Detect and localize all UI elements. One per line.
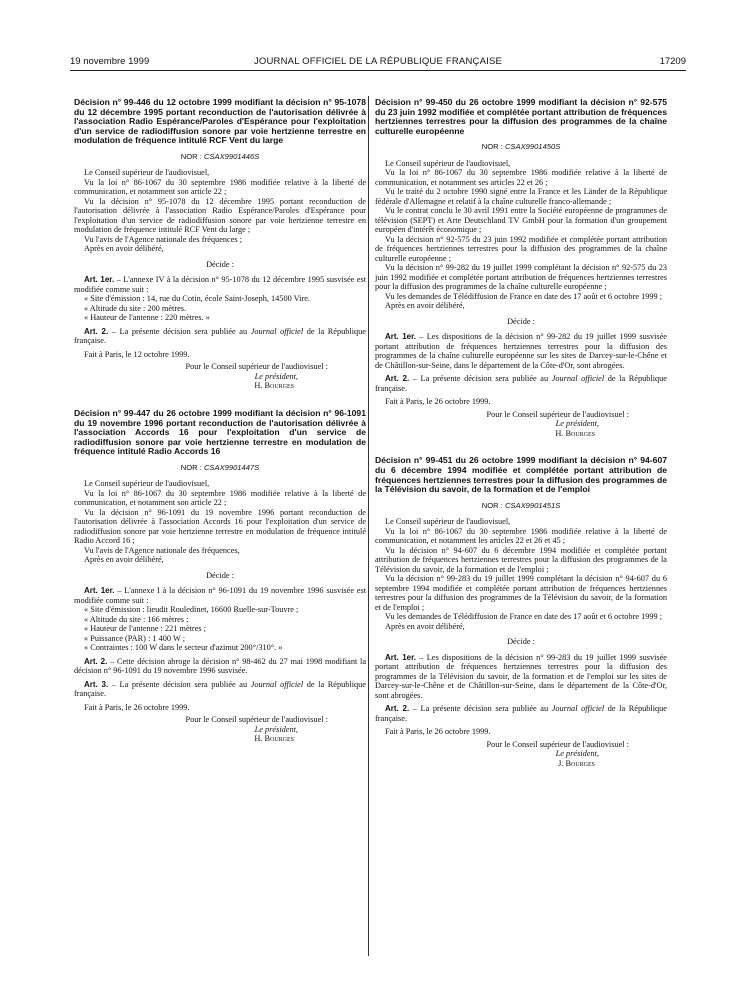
fait-a-paris: Fait à Paris, le 26 octobre 1999. xyxy=(84,702,190,712)
signatory-name: H. Bourges xyxy=(254,734,294,744)
nor-label: NOR : xyxy=(481,500,503,510)
signatory-name: H. Bourges xyxy=(254,381,294,391)
issue-date: 19 novembre 1999 xyxy=(70,56,150,67)
article-label: Art. 2. xyxy=(385,704,410,714)
preamble-line: Vu la décision n° 99-283 du 19 juillet 1999 complétant la décision n° 94-607 du 6 septembre 1994 modifiée et complétée portant attribution de fréquences hertziennes terrestres pour la diffusion des programmes de la Télévision du savoir, de la formation et de l'emploi ; xyxy=(375,574,667,612)
article-label: Art. 2. xyxy=(84,326,109,336)
article-text: – La présente décision sera publiée au xyxy=(409,704,552,714)
article-label: Art. 2. xyxy=(84,656,108,666)
preamble-line: Le Conseil supérieur de l'audiovisuel, xyxy=(385,158,511,168)
preamble-line: Vu la décision n° 94-607 du 6 décembre 1994 modifiée et complétée portant attribution de fréquences hertziennes terrestres pour la diffusion des programmes de la Télévision du savoir, de la formation et de l'emploi ; xyxy=(375,545,667,574)
signatory-title: Le président, xyxy=(555,749,599,759)
signatory-name: H. Bourges xyxy=(555,428,595,438)
nor-reference xyxy=(74,463,366,473)
preamble-line: Après en avoir délibéré, xyxy=(385,621,465,631)
preamble-line: Après en avoir délibéré, xyxy=(385,301,465,311)
decision-99-446 xyxy=(74,98,366,391)
nor-label: NOR : xyxy=(180,151,202,161)
fait-a-paris: Fait à Paris, le 26 octobre 1999. xyxy=(385,397,491,407)
preamble-line: Vu la décision n° 96-1091 du 19 novembre 1996 portant reconduction de l'autorisation délivrée à l'association Accords 16 pour l'exploitation d'un service de radiodiffusion sonore par voie hertzienne terrestre en modulation de fréquence intitulé Radio Accord 16 ; xyxy=(74,507,366,546)
article xyxy=(375,704,667,723)
article xyxy=(74,275,366,294)
quoted-line: « Hauteur de l'antenne : 221 mètres ; xyxy=(84,624,206,634)
nor-reference xyxy=(74,152,366,162)
preamble-line: Vu les demandes de Télédiffusion de France en date des 17 août et 6 octobre 1999 ; xyxy=(385,291,663,301)
article-text: – La présente décision sera publiée au xyxy=(108,679,251,689)
nor-label: NOR : xyxy=(481,142,503,152)
preamble-line: Vu la loi n° 86-1067 du 30 septembre 1986 modifiée relative à la liberté de communication, et notamment son article 22 ; xyxy=(74,177,366,197)
signatory-title: Le président, xyxy=(254,371,298,381)
preamble-line: Vu la loi n° 86-1067 du 30 septembre 1986 modifiée relative à la liberté de communication, et notamment ses articles 22 et 26 ; xyxy=(375,168,667,187)
preamble-line: Après en avoir délibéré, xyxy=(84,244,164,254)
decision-99-451 xyxy=(375,456,667,768)
preamble-line: Le Conseil supérieur de l'audiovisuel, xyxy=(84,168,210,178)
article xyxy=(74,680,366,699)
article-label: Art. 1er. xyxy=(385,652,416,662)
article-text-end: de la République française. xyxy=(375,374,667,393)
article-text: – La présente décision sera publiée au xyxy=(108,326,251,336)
article-label: Art. 2. xyxy=(385,374,410,384)
quoted-line: « Altitude du site : 200 mètres. xyxy=(84,303,187,313)
journal-officiel-ref: Journal officiel xyxy=(250,326,304,336)
decision-title: Décision n° 99-451 du 26 octobre 1999 modifiant la décision n° 94-607 du 6 décembre 1994 modifiée et complétée portant attribution de fréquences hertziennes terrestres pour la diffusion des programmes de la Télévision du savoir, de la formation et de l'emploi xyxy=(375,455,667,495)
preamble-line: Vu le contrat conclu le 30 avril 1991 entre la Société européenne de programmes de télévision (SEPT) et Arte Deutschland TV GmbH pour la formation d'un groupement européen d'intérêt économique ; xyxy=(375,206,667,235)
left-column xyxy=(74,98,366,744)
signatory-line: Pour le Conseil supérieur de l'audiovisuel : xyxy=(185,362,328,372)
quoted-line: « Site d'émission : lieudit Rouledinet, 16600 Ruelle-sur-Touvre ; xyxy=(84,605,299,615)
decide-heading: Décide : xyxy=(507,316,535,326)
preamble-line: Vu l'avis de l'Agence nationale des fréquences ; xyxy=(84,234,242,244)
journal-officiel-ref: Journal officiel xyxy=(250,679,304,689)
decision-title: Décision n° 99-446 du 12 octobre 1999 modifiant la décision n° 95-1078 du 12 décembre 1995 portant reconduction de l'autorisation délivrée à l'association Radio Espérance/Paroles d'Espérance pour l'exploitation d'un service de radiodiffusion sonore par voie hertzienne terrestre en modulation de fréquence intitulé RCF Vent du large xyxy=(74,97,366,146)
fait-a-paris: Fait à Paris, le 12 octobre 1999. xyxy=(84,349,190,359)
article-text-end: de la République française. xyxy=(375,704,667,723)
journal-officiel-ref: Journal officiel xyxy=(551,374,605,384)
preamble-line: Le Conseil supérieur de l'audiovisuel, xyxy=(84,479,210,489)
decision-99-450 xyxy=(375,98,667,438)
article-text-end: de la République française. xyxy=(74,326,366,346)
signatory-name: J. Bourges xyxy=(558,758,595,768)
nor-reference xyxy=(375,501,667,511)
decision-title: Décision n° 99-447 du 26 octobre 1999 modifiant la décision n° 96-1091 du 19 novembre 1996 portant reconduction de l'autorisation délivrée à l'association Accords 16 pour l'exploitation d'un service de radiodiffusion sonore par voie hertzienne terrestre en modulation de fréquence intitulé Radio Accords 16 xyxy=(74,407,366,457)
article-text: – La présente décision sera publiée au xyxy=(409,374,552,384)
column-rule xyxy=(368,96,369,956)
signatory-line: Pour le Conseil supérieur de l'audiovisuel : xyxy=(486,409,629,419)
article-label: Art. 1er. xyxy=(84,275,115,285)
article xyxy=(74,657,366,676)
nor-code: CSAX9901451S xyxy=(504,500,561,510)
article xyxy=(74,327,366,346)
header-rule xyxy=(70,70,686,71)
article-label: Art. 1er. xyxy=(385,332,416,342)
nor-reference xyxy=(375,142,667,152)
preamble-line: Vu le traité du 2 octobre 1990 signé entre la France et les Länder de la République fédérale d'Allemagne et relatif à la chaîne culturelle franco-allemande ; xyxy=(375,187,667,206)
nor-label: NOR : xyxy=(180,462,202,472)
preamble-line: Vu les demandes de Télédiffusion de France en date des 17 août et 6 octobre 1999 ; xyxy=(385,612,663,622)
nor-code: CSAX9901446S xyxy=(203,151,260,161)
right-column xyxy=(375,98,667,768)
signatory-line: Pour le Conseil supérieur de l'audiovisuel : xyxy=(185,715,328,725)
article-text: – Cette décision abroge la décision n° 98-462 du 27 mai 1998 modifiant la décision n° 96-1091 du 19 novembre 1996 susvisée. xyxy=(74,656,367,676)
nor-code: CSAX9901447S xyxy=(203,462,260,472)
article-text: – Les dispositions de la décision n° 99-282 du 19 juillet 1999 susvisée portant attribution de fréquences hertziennes terrestres pour la diffusion des programmes de la chaîne culturelle européenne sur les sites de Darcey-sur-le-Chêne et de Châtillon-sur-Seine, dans le département de la Côte-d'Or, sont abrogées. xyxy=(375,332,667,370)
decide-heading: Décide : xyxy=(206,570,234,580)
nor-code: CSAX9901450S xyxy=(504,142,561,152)
journal-title: JOURNAL OFFICIEL DE LA RÉPUBLIQUE FRANÇAISE xyxy=(253,56,503,67)
quoted-line: « Puissance (PAR) : 1 400 W ; xyxy=(84,633,186,643)
page-number: 17209 xyxy=(659,56,686,67)
article-text: – Les dispositions de la décision n° 99-283 du 19 juillet 1999 susvisée portant attribution de fréquences hertziennes terrestres pour la diffusion des programmes de la Télévision du savoir, de la formation et de l'emploi sur les sites de Darcey-sur-le-Chêne et de Châtillon-sur-Seine, dans le département de la Côte-d'Or, sont abrogées. xyxy=(375,652,667,700)
fait-a-paris: Fait à Paris, le 26 octobre 1999. xyxy=(385,727,491,737)
quoted-line: « Site d'émission : 14, rue du Cotin, école Saint-Joseph, 14500 Vire. xyxy=(84,294,310,304)
article xyxy=(375,374,667,393)
decision-99-447 xyxy=(74,409,366,744)
article-label: Art. 3. xyxy=(84,679,109,689)
preamble-line: Vu la décision n° 92-575 du 23 juin 1992 modifiée et complétée portant attribution de fréquences hertziennes terrestres pour la diffusion des programmes de la chaîne culturelle européenne ; xyxy=(375,234,667,263)
preamble-line: Vu la loi n° 86-1067 du 30 septembre 1986 modifiée relative à la liberté de communication, et notamment les articles 22 et 26 et 45 ; xyxy=(375,526,667,546)
article-text: – L'annexe I à la décision n° 96-1091 du 19 novembre 1996 susvisée est modifiée comme suit : xyxy=(74,586,366,605)
journal-officiel-ref: Journal officiel xyxy=(551,704,605,714)
preamble-line: Vu la décision n° 99-282 du 19 juillet 1999 complétant la décision n° 92-575 du 23 juin 1992 modifiée et complétée portant attribution de fréquences hertziennes terrestres pour la diffusion des programmes de la chaîne culturelle européenne ; xyxy=(375,263,667,292)
running-header xyxy=(70,56,686,70)
quoted-line: « Altitude du site : 166 mètres ; xyxy=(84,614,189,624)
preamble-line: Le Conseil supérieur de l'audiovisuel, xyxy=(385,517,511,527)
signatory-title: Le président, xyxy=(555,419,599,429)
quoted-line: « Hauteur de l'antenne : 220 mètres. » xyxy=(84,313,210,323)
signatory-line: Pour le Conseil supérieur de l'audiovisuel : xyxy=(486,739,629,749)
article-text: – L'annexe IV à la décision n° 95-1078 du 12 décembre 1995 susvisée est modifiée comme suit : xyxy=(74,275,366,294)
preamble-line: Vu l'avis de l'Agence nationale des fréquences, xyxy=(84,545,240,555)
article-label: Art. 1er. xyxy=(84,586,115,596)
article-text-end: de la République française. xyxy=(74,679,366,699)
quoted-line: « Contraintes : 100 W dans le secteur d'azimut 200°/310°. » xyxy=(84,643,283,653)
decide-heading: Décide : xyxy=(206,259,234,269)
preamble-line: Après en avoir délibéré, xyxy=(84,555,164,565)
preamble-line: Vu la loi n° 86-1067 du 30 septembre 1986 modifiée relative à la liberté de communication, et notamment son article 22 ; xyxy=(74,488,366,508)
article xyxy=(375,653,667,701)
decision-title: Décision n° 99-450 du 26 octobre 1999 modifiant la décision n° 92-575 du 23 juin 1992 modifiée et complétée portant attribution de fréquences hertziennes terrestres pour la diffusion des programmes de la chaîne culturelle européenne xyxy=(375,97,667,136)
article xyxy=(74,586,366,605)
preamble-line: Vu la décision n° 95-1078 du 12 décembre 1995 portant reconduction de l'autorisation délivrée à l'association Radio Espérance/Paroles d'Espérance pour l'exploitation d'un service de radiodiffusion sonore par voie hertzienne terrestre en modulation de fréquence intitulé RCF Vent du large ; xyxy=(74,196,366,235)
signatory-title: Le président, xyxy=(254,724,298,734)
decide-heading: Décide : xyxy=(507,637,535,647)
article xyxy=(375,332,667,370)
